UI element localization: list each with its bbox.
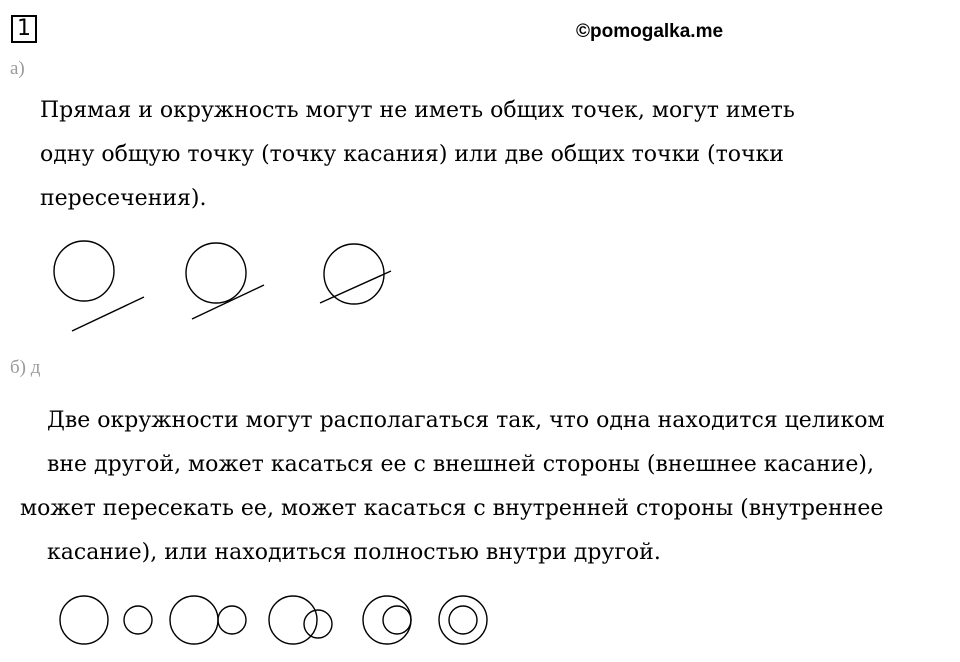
small-circle [304, 610, 332, 638]
task-number: 1 [11, 15, 37, 43]
watermark: ©pomogalka.me [576, 21, 724, 42]
two-circles-figure [0, 590, 960, 660]
case-internal-tangent [363, 596, 411, 644]
large-circle [170, 596, 218, 644]
part-a-line-1: Прямая и окружность могут не иметь общих точек, могут иметь [40, 98, 795, 123]
small-circle [218, 606, 246, 634]
part-b-text [20, 399, 885, 575]
case-intersecting [269, 596, 332, 644]
small-circle [124, 606, 152, 634]
line-circle-figure [0, 230, 960, 340]
part-a-line-2: одну общую точку (точку касания) или две общих точки (точки [40, 142, 784, 167]
circle [54, 241, 114, 301]
case-secant [320, 244, 391, 304]
line [72, 297, 144, 331]
part-a-label: а) [10, 58, 25, 79]
part-b-line-1: Две окружности могут располагаться так, что одна находится целиком [47, 408, 885, 433]
tangent-line [192, 285, 264, 319]
part-a-line-3: пересечения). [40, 186, 207, 211]
large-circle [60, 596, 108, 644]
circle [186, 243, 246, 303]
case-nested [439, 596, 487, 644]
circle [324, 244, 384, 304]
case-external-tangent [170, 596, 246, 644]
part-b-line-2: вне другой, может касаться ее с внешней стороны (внешнее касание), [47, 452, 874, 477]
small-circle [449, 606, 477, 634]
large-circle [439, 596, 487, 644]
case-separate [60, 596, 152, 644]
large-circle [363, 596, 411, 644]
small-circle [383, 606, 411, 634]
large-circle [269, 596, 317, 644]
part-b-line-4: касание), или находиться полностью внутри другой. [47, 540, 661, 565]
case-tangent [186, 243, 264, 319]
case-no-common-points [54, 241, 144, 331]
part-b-label: б) д [10, 357, 41, 378]
part-a-text [40, 89, 795, 221]
part-b-line-3: может пересекать ее, может касаться с внутренней стороны (внутреннее [20, 496, 884, 521]
